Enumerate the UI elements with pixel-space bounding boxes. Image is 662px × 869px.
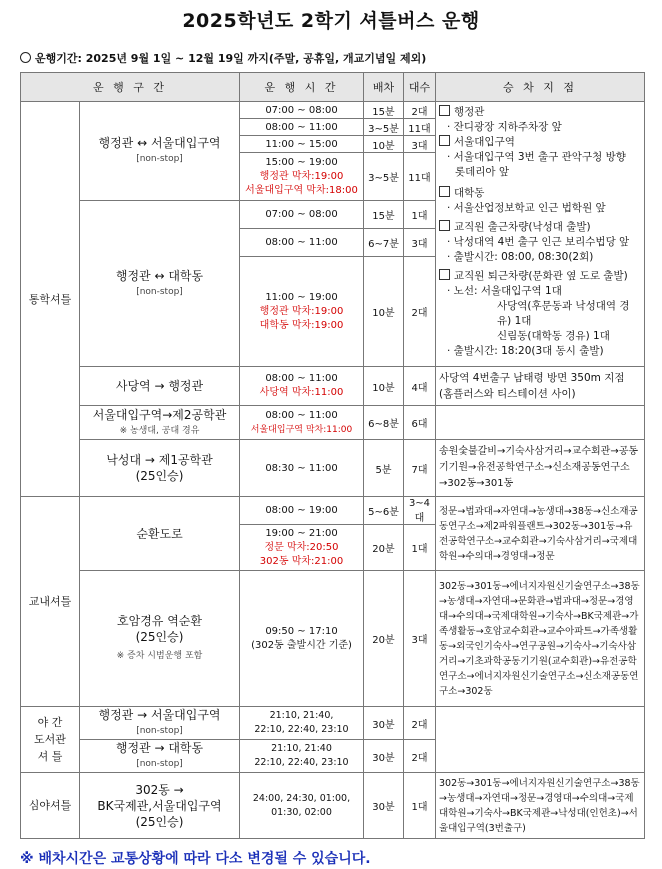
time-cell	[240, 571, 364, 707]
boarding-heading: 교직원 출근차량(낙성대 출발)	[454, 221, 591, 233]
boarding-detail: 신림동(대학동 경유) 1대	[497, 330, 610, 342]
time-cell: 07:00 ~ 08:00	[240, 102, 364, 119]
last-bus: 302동 막차:21:00	[259, 555, 344, 567]
operation-period-text: 운행기간: 2025년 9월 1일 ~ 12월 19일 까지(주말, 공휴일, 개교기념일 제외)	[35, 52, 427, 65]
interval-cell: 6~7분	[364, 229, 404, 257]
category-night-library	[21, 707, 80, 773]
interval-cell: 10분	[364, 136, 404, 153]
route-sub: [non-stop]	[136, 759, 183, 769]
category-line: 셔 틀	[37, 750, 63, 763]
schedule-table	[20, 72, 645, 839]
header-interval: 배차	[364, 73, 404, 102]
route-title: 호암경유 역순환	[117, 614, 202, 628]
interval-cell: 15분	[364, 102, 404, 119]
operation-period	[20, 50, 426, 66]
category-line: 도서관	[34, 733, 66, 746]
time-cell: 08:00 ~ 11:00	[240, 229, 364, 257]
route-sub: [non-stop]	[136, 726, 183, 736]
count-cell: 11대	[404, 153, 436, 201]
time-list: 22:10, 22:40, 23:10	[254, 724, 349, 735]
table-row	[21, 571, 645, 707]
boarding-detail: 사당역(후문동과 낙성대역 경유) 1대	[497, 300, 630, 327]
time-cell	[240, 740, 364, 773]
count-cell: 2대	[404, 102, 436, 119]
boarding-points: 정문→법과대→자연대→농생대→38동→신소재공동연구소→제2파워플랜트→302동→301동→유전공학연구소→교수회관→기숙사삼거리→국제대학원→수의대→경영대→정문	[436, 497, 645, 571]
route-title: 302동 →	[135, 782, 184, 797]
boarding-detail: · 서울산업정보학교 인근 법학원 앞	[447, 202, 606, 214]
table-row	[21, 367, 645, 406]
time-range: 19:00 ~ 21:00	[265, 527, 338, 539]
category-campus: 교내셔틀	[21, 497, 80, 707]
boarding-heading: 서울대입구역	[454, 136, 515, 148]
boarding-detail: · 서울대입구역 3번 출구 관악구청 방향	[447, 151, 626, 163]
checkbox-icon	[439, 269, 450, 280]
route-sub: (25인승)	[135, 630, 184, 644]
time-list: 24:00, 24:30, 01:00,	[252, 792, 351, 804]
circle-icon	[20, 52, 31, 63]
route-name	[80, 773, 240, 839]
boarding-detail: · 출발시간: 08:00, 08:30(2회)	[447, 251, 594, 263]
header-time: 운 행 시 간	[240, 73, 364, 102]
route-title: 낙성대 → 제1공학관	[106, 453, 213, 467]
route-title: 행정관 ↔ 대학동	[115, 268, 204, 283]
count-cell: 1대	[404, 773, 436, 839]
interval-cell: 15분	[364, 201, 404, 229]
count-cell: 2대	[404, 707, 436, 740]
count-cell: 2대	[404, 740, 436, 773]
count-cell: 3~4대	[404, 497, 436, 525]
category-late-night: 심야셔틀	[21, 773, 80, 839]
interval-cell: 30분	[364, 773, 404, 839]
boarding-detail: · 출발시간: 18:20(3대 동시 출발)	[447, 345, 604, 357]
route-sub: [non-stop]	[136, 154, 183, 164]
table-row	[21, 102, 645, 119]
time-list: 21:10, 21:40	[271, 743, 332, 754]
route-title: 행정관 → 서울대입구역	[98, 708, 221, 722]
time-cell: 07:00 ~ 08:00	[240, 201, 364, 229]
interval-cell: 30분	[364, 707, 404, 740]
last-bus: 서울대입구역 막차:18:00	[245, 184, 358, 196]
boarding-points: 사당역 4번출구 남태령 방면 350m 지점 (홈플러스와 티스테이션 사이)	[436, 367, 645, 406]
route-title: 행정관 ↔ 서울대입구역	[98, 136, 221, 150]
interval-cell: 10분	[364, 367, 404, 406]
time-cell	[240, 406, 364, 440]
last-bus: 대학동 막차:19:00	[259, 319, 344, 331]
count-cell: 6대	[404, 406, 436, 440]
interval-cell: 10분	[364, 257, 404, 367]
time-cell	[240, 367, 364, 406]
last-bus: 행정관 막차:19:00	[259, 305, 344, 317]
boarding-points-empty	[436, 707, 645, 773]
checkbox-icon	[439, 186, 450, 197]
table-row	[21, 440, 645, 497]
table-row	[21, 406, 645, 440]
boarding-points: 302동→301동→에너지자원신기술연구소→38동→농생대→자연대→문화관→법과대→정문→경영대→수의대→국제대학원→기숙사→BK국제관→가족생활동→호암교수회관→교수아파트→가족생활동→외국인기숙사→연구공원→기숙사→기숙사삼거리→기초과학공동기기원(교수회관)→유전공학연구소→에너지자원신기술연구소→신소재공동연구소→302동	[436, 571, 645, 707]
header-count: 대수	[404, 73, 436, 102]
interval-cell: 30분	[364, 740, 404, 773]
route-name	[80, 740, 240, 773]
route-title: BK국제관,서울대입구역	[97, 798, 222, 813]
count-cell: 11대	[404, 119, 436, 136]
route-note: ※ 증차 시범운행 포함	[116, 651, 203, 661]
route-name	[80, 406, 240, 440]
checkbox-icon	[439, 220, 450, 231]
time-cell: 11:00 ~ 15:00	[240, 136, 364, 153]
interval-cell: 20분	[364, 571, 404, 707]
count-cell: 3대	[404, 229, 436, 257]
time-list: 21:10, 21:40,	[269, 710, 334, 721]
time-range: 08:00 ~ 11:00	[265, 373, 338, 384]
time-list: 22:10, 22:40, 23:10	[254, 757, 349, 768]
time-cell: 08:30 ~ 11:00	[240, 440, 364, 497]
interval-cell: 3~5분	[364, 153, 404, 201]
route-sub: (25인승)	[135, 469, 184, 483]
count-cell: 3대	[404, 571, 436, 707]
interval-cell: 3~5분	[364, 119, 404, 136]
time-range: 09:50 ~ 17:10	[265, 625, 338, 637]
count-cell: 4대	[404, 367, 436, 406]
route-sub: (25인승)	[135, 814, 184, 829]
route-name	[80, 707, 240, 740]
time-cell: 08:00 ~ 11:00	[240, 119, 364, 136]
table-header-row	[21, 73, 645, 102]
route-title: 행정관 → 대학동	[115, 741, 204, 755]
boarding-detail: · 노선: 서울대입구역 1대	[447, 285, 562, 297]
table-row	[21, 497, 645, 525]
route-name	[80, 102, 240, 201]
route-sub: [non-stop]	[136, 286, 183, 297]
boarding-detail: · 잔디광장 지하주차장 앞	[447, 121, 562, 133]
interval-cell: 20분	[364, 525, 404, 571]
page-title: 2025학년도 2학기 셔틀버스 운행	[182, 10, 480, 32]
boarding-points: 302동→301동→에너지자원신기술연구소→38동→농생대→자연대→정문→경영대→수의대→국제대학원→기숙사→BK국제관→낙성대(인헌초)→서울대입구역(3번출구)	[436, 773, 645, 839]
checkbox-icon	[439, 135, 450, 146]
boarding-heading: 행정관	[454, 106, 485, 118]
table-row	[21, 773, 645, 839]
route-title: 서울대입구역→제2공학관	[92, 407, 227, 422]
count-cell: 3대	[404, 136, 436, 153]
count-cell: 2대	[404, 257, 436, 367]
time-range: 11:00 ~ 19:00	[265, 291, 338, 303]
last-bus: 사당역 막차:11:00	[259, 387, 344, 398]
time-note: (302동 출발시간 기준)	[251, 639, 352, 651]
last-bus: 정문 막차:20:50	[264, 541, 339, 553]
time-cell	[240, 773, 364, 839]
footnote: ※ 배차시간은 교통상황에 따라 다소 변경될 수 있습니다.	[20, 851, 371, 867]
checkbox-icon	[439, 105, 450, 116]
route-name: 사당역 → 행정관	[80, 367, 240, 406]
boarding-detail: 롯데리아 앞	[455, 166, 510, 178]
boarding-heading: 대학동	[454, 187, 485, 199]
time-cell: 08:00 ~ 19:00	[240, 497, 364, 525]
last-bus: 서울대입구역 막차:11:00	[250, 424, 353, 435]
header-route: 운 행 구 간	[21, 73, 240, 102]
interval-cell: 6~8분	[364, 406, 404, 440]
time-list: 01:30, 02:00	[271, 806, 332, 818]
boarding-points-commute	[436, 102, 645, 367]
time-range: 08:00 ~ 11:00	[265, 409, 338, 421]
table-row	[21, 707, 645, 740]
time-cell	[240, 257, 364, 367]
interval-cell: 5~6분	[364, 497, 404, 525]
interval-cell: 5분	[364, 440, 404, 497]
route-name	[80, 201, 240, 367]
category-commute: 통학셔틀	[21, 102, 80, 497]
time-range: 15:00 ~ 19:00	[265, 156, 338, 168]
header-boarding: 승 차 지 점	[436, 73, 645, 102]
time-cell	[240, 707, 364, 740]
count-cell: 7대	[404, 440, 436, 497]
time-cell	[240, 525, 364, 571]
boarding-points: 송원숯불갈비→기숙사삼거리→교수회관→공동기기원→유전공학연구소→신소재공동연구소→302동→301동	[436, 440, 645, 497]
count-cell: 1대	[404, 525, 436, 571]
category-line: 야 간	[37, 716, 63, 729]
count-cell: 1대	[404, 201, 436, 229]
time-cell	[240, 153, 364, 201]
route-name	[80, 440, 240, 497]
boarding-detail: · 낙성대역 4번 출구 인근 보리수법당 앞	[447, 236, 630, 248]
route-sub: ※ 농생대, 공대 경유	[119, 425, 200, 436]
route-name: 순환도로	[80, 497, 240, 571]
route-name	[80, 571, 240, 707]
boarding-heading: 교직원 퇴근차량(문화관 옆 도로 출발)	[454, 270, 628, 282]
last-bus: 행정관 막차:19:00	[259, 170, 344, 182]
boarding-points-empty	[436, 406, 645, 440]
